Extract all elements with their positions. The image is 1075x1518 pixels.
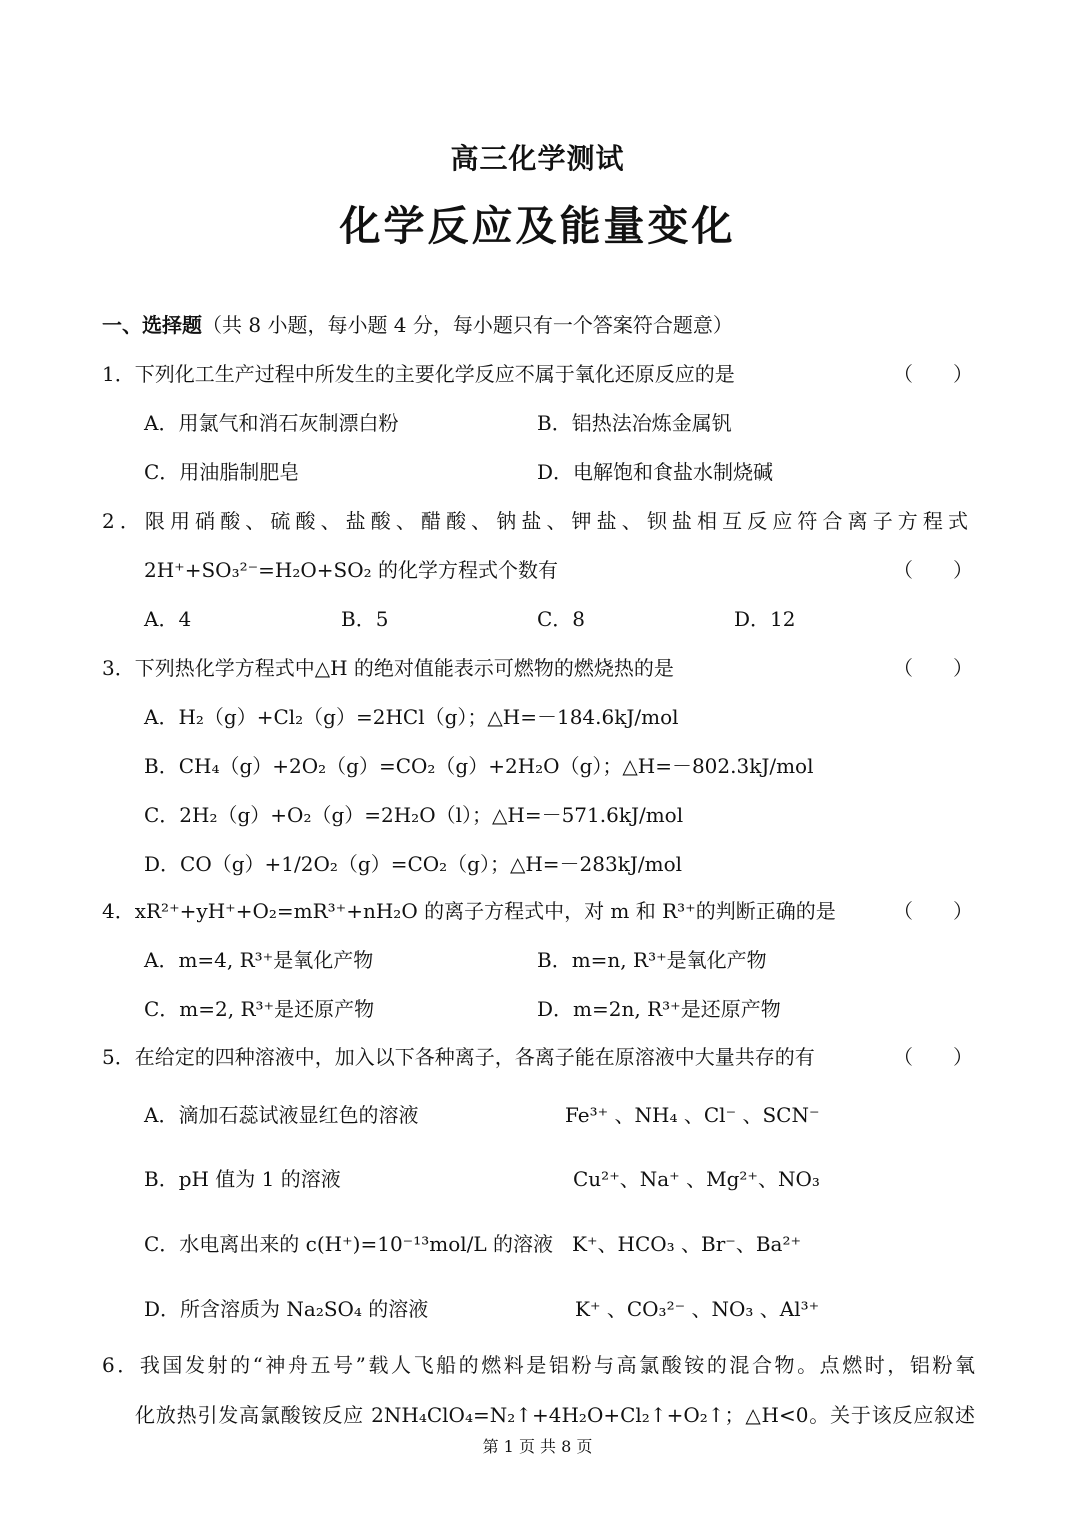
question-2-option-c: C．8: [537, 607, 586, 631]
question-2-stem-line2: 2H⁺+SO₃²⁻=H₂O+SO₂ 的化学方程式个数有: [144, 558, 559, 582]
question-3-option-b: B．CH₄（g）+2O₂（g）=CO₂（g）+2H₂O（g）；△H=－802.3kJ/mol: [144, 754, 814, 778]
question-5-stem: 5．在给定的四种溶液中，加入以下各种离子，各离子能在原溶液中大量共存的有: [102, 1045, 815, 1069]
question-5-option-b: B．pH 值为 1 的溶液: [144, 1167, 341, 1191]
question-4-stem: 4．xR²⁺+yH⁺+O₂=mR³⁺+nH₂O 的离子方程式中，对 m 和 R³⁺的判断正确的是: [102, 899, 836, 923]
question-3-option-a: A．H₂（g）+Cl₂（g）=2HCl（g）；△H=－184.6kJ/mol: [144, 705, 679, 729]
question-2-option-d: D．12: [734, 607, 796, 631]
question-5-option-a-ions: Fe³⁺ 、NH₄ 、Cl⁻ 、SCN⁻: [565, 1103, 820, 1127]
question-2-stem: 2．限用硝酸、硫酸、盐酸、醋酸、钠盐、钾盐、钡盐相互反应符合离子方程式: [102, 509, 968, 533]
question-1-option-a: A．用氯气和消石灰制漂白粉: [144, 411, 399, 435]
question-2-option-a: A．4: [144, 607, 192, 631]
question-5-answer-bracket: （ ）: [893, 1045, 973, 1069]
question-4-option-b: B．m=n, R³⁺是氧化产物: [537, 948, 767, 972]
section-heading: [102, 312, 733, 338]
question-4-option-d: D．m=2n, R³⁺是还原产物: [537, 997, 781, 1021]
question-1-option-c: C．用油脂制肥皂: [144, 460, 300, 484]
question-5-option-c-ions: K⁺、HCO₃ 、Br⁻、Ba²⁺: [572, 1232, 802, 1256]
question-5-option-d: D．所含溶质为 Na₂SO₄ 的溶液: [144, 1297, 429, 1321]
question-1-option-d: D．电解饱和食盐水制烧碱: [537, 460, 774, 484]
question-2-answer-bracket: （ ）: [893, 558, 973, 582]
question-1-answer-bracket: （ ）: [893, 362, 973, 386]
question-4-option-a: A．m=4, R³⁺是氧化产物: [144, 948, 374, 972]
question-3-answer-bracket: （ ）: [893, 656, 973, 680]
question-3-stem: 3．下列热化学方程式中△H 的绝对值能表示可燃物的燃烧热的是: [102, 656, 674, 680]
question-5-option-c: C．水电离出来的 c(H⁺)=10⁻¹³mol/L 的溶液: [144, 1232, 554, 1256]
question-4-answer-bracket: （ ）: [893, 899, 973, 923]
question-2-option-b: B．5: [341, 607, 389, 631]
question-4-option-c: C．m=2, R³⁺是还原产物: [144, 997, 375, 1021]
question-1-stem: 1．下列化工生产过程中所发生的主要化学反应不属于氧化还原反应的是: [102, 362, 735, 386]
question-6-stem-line2: 化放热引发高氯酸铵反应 2NH₄ClO₄=N₂↑+4H₂O+Cl₂↑+O₂↑；△H<0。关于该反应叙述: [135, 1403, 975, 1427]
question-3-option-c: C．2H₂（g）+O₂（g）=2H₂O（l）；△H=－571.6kJ/mol: [144, 803, 684, 827]
section-heading-label: 一、选择题: [102, 313, 202, 337]
question-3-option-d: D．CO（g）+1/2O₂（g）=CO₂（g）；△H=－283kJ/mol: [144, 852, 683, 876]
page-footer: 第 1 页 共 8 页: [482, 1437, 593, 1456]
question-5-option-d-ions: K⁺ 、CO₃²⁻ 、NO₃ 、Al³⁺: [575, 1297, 820, 1321]
section-heading-note: （共 8 小题，每小题 4 分，每小题只有一个答案符合题意）: [202, 313, 733, 337]
page-subtitle: 高三化学测试: [450, 142, 625, 175]
question-5-option-b-ions: Cu²⁺、Na⁺ 、Mg²⁺、NO₃: [573, 1167, 820, 1191]
question-1-option-b: B．铝热法冶炼金属钒: [537, 411, 732, 435]
question-6-stem: 6．我国发射的“神舟五号”载人飞船的燃料是铝粉与高氯酸铵的混合物。点燃时，铝粉氧: [102, 1353, 975, 1377]
question-5-option-a: A．滴加石蕊试液显红色的溶液: [144, 1103, 419, 1127]
page-title: 化学反应及能量变化: [339, 202, 736, 250]
